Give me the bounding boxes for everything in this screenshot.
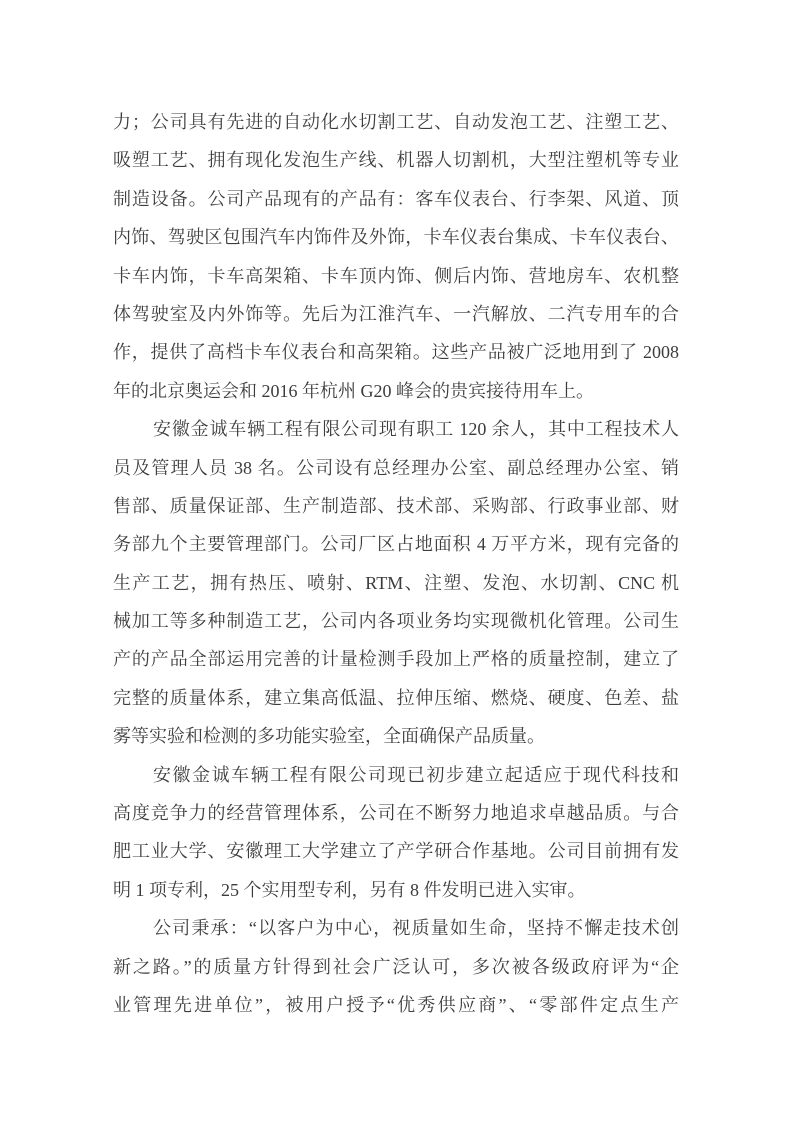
text-line: 力；公司具有先进的自动化水切割工艺、自动发泡工艺、注塑工艺、: [113, 112, 679, 132]
text-line: 肥工业大学、安徽理工大学建立了产学研合作基地。公司目前拥有发: [113, 841, 679, 862]
text-line: 安徽金诚车辆工程有限公司现已初步建立起适应于现代科技和: [153, 764, 679, 785]
text-line: 卡车内饰，卡车高架箱、卡车顶内饰、侧后内饰、营地房车、农机整: [113, 265, 679, 286]
text-line: 年的北京奥运会和 2016 年杭州 G20 峰会的贵宾接待用车上。: [113, 380, 594, 401]
text-line: 新之路。”的质量方针得到社会广泛认可，多次被各级政府评为“企: [113, 956, 679, 977]
text-line: 雾等实验和检测的多功能实验室，全面确保产品质量。: [113, 726, 545, 747]
text-line: 体驾驶室及内外饰等。先后为江淮汽车、一汽解放、二汽专用车的合: [113, 303, 679, 324]
text-line: 务部九个主要管理部门。公司厂区占地面积 4 万平方米，现有完备的: [113, 534, 679, 555]
text-line: 作，提供了高档卡车仪表台和高架箱。这些产品被广泛地用到了 2008: [113, 342, 679, 363]
text-line: 员及管理人员 38 名。公司设有总经理办公室、副总经理办公室、销: [113, 457, 679, 478]
text-line: 售部、质量保证部、生产制造部、技术部、采购部、行政事业部、财: [113, 495, 679, 516]
text-line: 械加工等多种制造工艺，公司内各项业务均实现微机化管理。公司生: [113, 611, 679, 632]
text-block: [113, 103, 679, 1024]
text-line: 生产工艺，拥有热压、喷射、RTM、注塑、发泡、水切割、CNC 机: [113, 572, 679, 593]
text-line: 制造设备。公司产品现有的产品有：客车仪表台、行李架、风道、顶: [113, 188, 679, 209]
text-line: 完整的质量体系，建立集高低温、拉伸压缩、燃烧、硬度、色差、盐: [113, 687, 679, 708]
text-line: 业管理先进单位”，被用户授予“优秀供应商”、“零部件定点生产: [113, 994, 679, 1015]
text-line: 公司秉承：“以客户为中心，视质量如生命，坚持不懈走技术创: [153, 918, 679, 939]
text-line: 安徽金诚车辆工程有限公司现有职工 120 余人，其中工程技术人: [153, 419, 679, 440]
text-line: 高度竞争力的经营管理体系，公司在不断努力地追求卓越品质。与合: [113, 803, 679, 824]
text-line: 产的产品全部运用完善的计量检测手段加上严格的质量控制，建立了: [113, 649, 679, 670]
text-line: 吸塑工艺、拥有现化发泡生产线、机器人切割机，大型注塑机等专业: [113, 150, 679, 171]
text-line: 内饰、驾驶区包围汽车内饰件及外饰，卡车仪表台集成、卡车仪表台、: [113, 227, 679, 248]
text-line: 明 1 项专利，25 个实用型专利，另有 8 件发明已进入实审。: [113, 879, 586, 900]
